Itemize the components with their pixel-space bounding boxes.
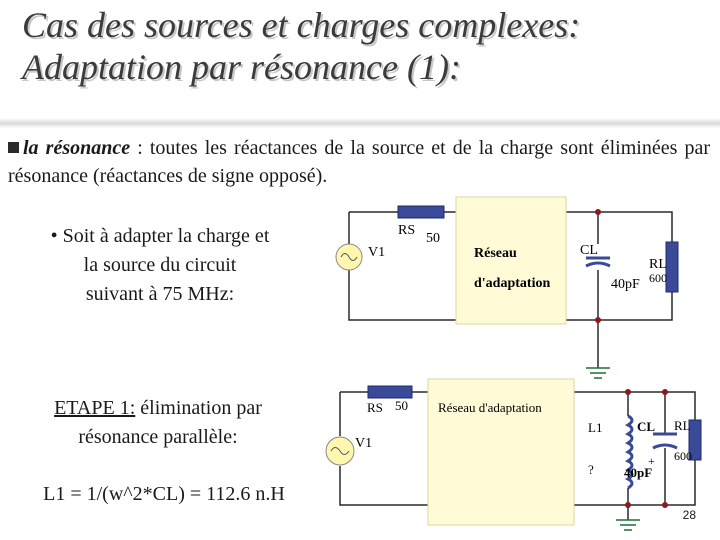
main-bullet-text: : toutes les réactances de la source et de la charge sont éliminées par résonance (réactances de signe opposé). bbox=[8, 137, 711, 187]
circuit-2-node bbox=[662, 389, 668, 395]
circuit-2-node bbox=[625, 389, 631, 395]
title-line-1: Cas des sources et charges complexes: bbox=[22, 5, 581, 45]
step-1-label: ETAPE 1: bbox=[54, 397, 136, 419]
circuit-2-l1-value: ? bbox=[588, 462, 594, 477]
step-1-text-a: élimination par bbox=[135, 397, 262, 419]
circuit-1-rl-value: 600 bbox=[649, 271, 667, 285]
point-1-line-3: suivant à 75 MHz: bbox=[85, 283, 235, 305]
circuit-2-network-label: Réseau d'adaptation bbox=[438, 400, 542, 415]
circuit-2-v1-source bbox=[326, 437, 354, 465]
circuit-2-node bbox=[625, 502, 631, 508]
circuit-2-node bbox=[662, 502, 668, 508]
circuit-2-rs-label: RS bbox=[367, 400, 383, 415]
circuit-1-rl-label: RL bbox=[649, 257, 667, 272]
circuit-2-rl-label: RL bbox=[674, 418, 691, 433]
circuit-2-v1-label: V1 bbox=[355, 436, 373, 451]
resonance-term: la résonance bbox=[23, 137, 131, 159]
circuit-1-network-line-2: d'adaptation bbox=[474, 276, 551, 291]
circuit-1-cl-value: 40pF bbox=[611, 277, 640, 292]
circuit-2-l1-label: L1 bbox=[588, 420, 603, 435]
circuit-1-rs-value: 50 bbox=[426, 231, 440, 246]
point-1-line-2: la source du circuit bbox=[83, 254, 237, 276]
circuit-1-cl-label: CL bbox=[580, 243, 598, 258]
title-line-2: Adaptation par résonance (1): bbox=[22, 47, 461, 87]
circuit-2-cl-label: CL bbox=[637, 419, 656, 434]
circuit-1-v1-label: V1 bbox=[368, 245, 386, 260]
circuit-1-network-line-1: Réseau bbox=[474, 246, 517, 261]
circuit-2-rs-value: 50 bbox=[395, 398, 408, 413]
point-1-line-1: • Soit à adapter la charge et bbox=[50, 225, 270, 247]
circuit-2-ground-icon bbox=[616, 520, 640, 530]
circuit-2-rs-resistor bbox=[368, 386, 412, 398]
circuit-1-rs-label: RS bbox=[398, 223, 416, 238]
circuit-2-cl-value: 40pF bbox=[624, 465, 653, 480]
page-number: 28 bbox=[682, 508, 696, 522]
circuit-2-plus: + bbox=[648, 454, 655, 468]
circuit-2-rl-value: 600 bbox=[674, 449, 692, 463]
formula: L1 = 1/(w^2*CL) = 112.6 n.H bbox=[43, 483, 285, 505]
circuit-2-cl-capacitor bbox=[653, 434, 677, 448]
step-1-line-2: résonance parallèle: bbox=[78, 426, 238, 448]
